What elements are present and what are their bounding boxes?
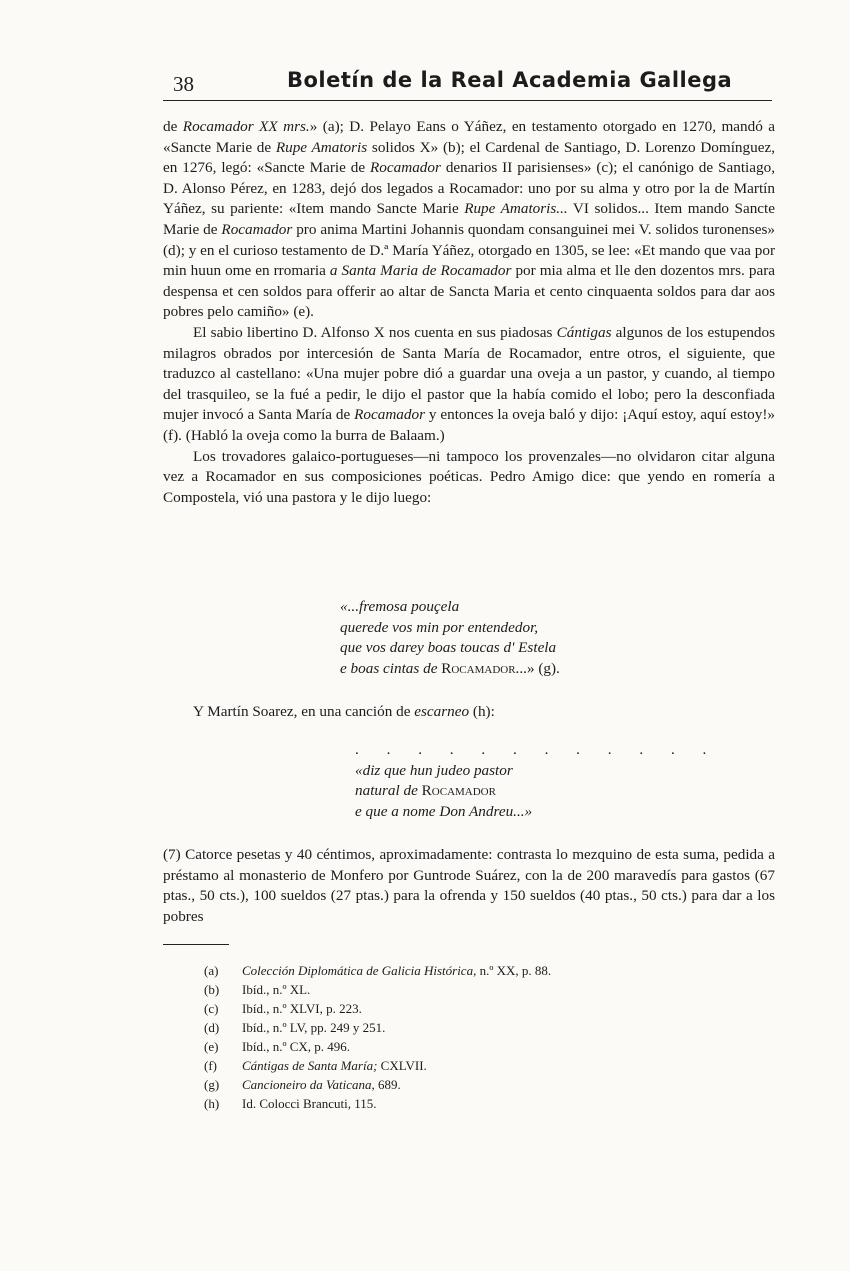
page-number: 38	[173, 72, 194, 96]
verse-martin-soarez	[355, 740, 718, 822]
paragraph-martin-soarez	[193, 703, 495, 721]
footnote-label: (g)	[204, 1077, 220, 1092]
text-run: algunos de los estupendos milagros obrados por intercesión de Santa María de Rocamador, entre otros, el siguiente, que traduzco al castellano: «Una mujer pobre dió a guardar una oveja a un pastor, y cuando, al tiempo del trasquileo, se la fué a pedir, le dijo el pastor que la había comido el lobo; pero la desconfiada mujer invocó a Santa María de	[163, 323, 776, 424]
martin-text: (h):	[469, 703, 495, 720]
text-run: y entonces la oveja baló y dijo: ¡Aquí estoy, aquí estoy!» (f). (Habló la oveja como la burra de Balaam.)	[163, 406, 775, 444]
footnote-title: Cántigas de Santa María;	[242, 1058, 378, 1073]
footnote-item	[204, 1056, 551, 1075]
footnote-text: Ibíd., n.º CX, p. 496.	[242, 1039, 351, 1054]
martin-text: Y Martín Soarez, en una canción de	[193, 703, 415, 720]
text-run: pro anima Martini Johannis quondam consanguinei mei V. solidos turonenses» (d); y en el curioso testamento de D.ª María Yáñez, otorgado en 1305, se lee: «Et mando que vaa por min huun ome en rromaria	[163, 220, 775, 280]
footnote-label: (d)	[204, 1020, 220, 1035]
footnote-text: Ibíd., n.º XLVI, p. 223.	[242, 1001, 362, 1016]
running-title: Boletín de la Real Academia Gallega	[287, 68, 733, 92]
verse-line: «...fremosa pouçela	[340, 598, 460, 615]
footnote-title: Cancioneiro da Vaticana,	[242, 1077, 375, 1092]
footnote-label: (a)	[204, 963, 219, 978]
footnote-divider	[163, 944, 229, 945]
note-7: (7) Catorce pesetas y 40 céntimos, aproximadamente: contrasta lo mezquino de esta suma, pedida a préstamo al monasterio de Monfero por Guntrode Suárez, con la de 200 maravedís para gastos (67 ptas., 50 cts.), 100 sueldos (27 ptas.) para la ofrenda y 150 sueldos (40 ptas., 50 cts.) para dar a los pobres	[163, 846, 775, 925]
italic-run: Rocamador XX mrs.	[182, 118, 310, 135]
paragraph-1	[163, 117, 775, 323]
text-run: » (a); D. Pelayo Eans o Yáñez, en testamento otorgado en 1270, mandó a «Sancte Marie de	[163, 118, 775, 156]
footnote-item	[204, 980, 551, 999]
verse-text: ...» (g).	[515, 659, 560, 677]
footnote-label: (e)	[204, 1039, 219, 1054]
footnotes	[204, 961, 551, 1113]
footnote-label: (f)	[204, 1058, 217, 1073]
paragraph-2	[163, 323, 775, 447]
italic-run: Rocamador	[221, 220, 293, 238]
text-run: denarios II parisienses» (c); el canónigo de Santiago, D. Alonso Pérez, en 1283, dejó dos legados a Rocamador: uno por su alma y otro por la de Martín Yáñez, su pariente: «Item mando Sancte Marie	[163, 159, 775, 218]
verse-pedro-amigo	[340, 597, 560, 679]
ellipsis-dots: . . . . . . . . . . . .	[355, 741, 719, 758]
footnote-text: n.º XX, p. 88.	[476, 963, 552, 978]
page-header	[163, 66, 772, 101]
body-text	[163, 117, 775, 508]
footnote-item	[204, 1094, 551, 1113]
footnote-text: Ibíd., n.º LV, pp. 249 y 251.	[242, 1020, 386, 1035]
italic-run: Rocamador	[354, 406, 425, 424]
verse-place: Rocamador	[421, 782, 496, 800]
text-run: solidos X» (b); el Cardenal de Santiago, D. Lorenzo Domínguez, en 1276, legó: «Sancte Marie de	[163, 138, 775, 177]
text-run: VI solidos... Item mando Sancte Marie de	[163, 200, 776, 238]
italic-run: Rocamador	[370, 159, 441, 177]
italic-run: Cántigas	[556, 323, 612, 341]
footnote-label: (h)	[204, 1096, 220, 1111]
martin-italic: escarneo	[414, 703, 470, 720]
paragraph-3: Los trovadores galaico-portugueses—ni tampoco los provenzales—no olvidaron citar alguna vez a Rocamador en sus composiciones poéticas. Pedro Amigo dice: que yendo en romería a Compostela, vió una pastora y le dijo luego:	[163, 447, 775, 506]
footnote-item	[204, 1075, 551, 1094]
italic-run: Rupe Amatoris	[275, 138, 368, 156]
italic-run: Rupe Amatoris...	[464, 200, 568, 218]
footnote-text: CXLVII.	[377, 1058, 427, 1073]
verse-text: e boas cintas de	[340, 659, 442, 677]
verse-dots	[355, 740, 718, 761]
text-run: El sabio libertino D. Alfonso X nos cuenta en sus piadosas	[193, 323, 557, 341]
verse-line	[355, 781, 718, 802]
footnote-item	[204, 1037, 551, 1056]
verse-place: Rocamador	[441, 659, 516, 677]
footnote-item	[204, 961, 551, 980]
verse-line	[340, 659, 560, 680]
verse-text: natural de	[355, 782, 422, 800]
footnote-text: Id. Colocci Brancuti, 115.	[242, 1096, 377, 1111]
footnote-item	[204, 1018, 551, 1037]
verse-line: que vos darey boas toucas d' Estela	[340, 639, 557, 657]
verse-line: querede vos min por entendedor,	[340, 618, 539, 636]
footnote-text: Ibíd., n.º XL.	[242, 982, 311, 997]
footnote-label: (c)	[204, 1001, 219, 1016]
verse-line: e que a nome Don Andreu...»	[355, 802, 533, 820]
footnote-text: 689.	[374, 1077, 401, 1092]
footnote-title: Colección Diplomática de Galicia Histórica,	[242, 963, 477, 978]
footnote-label: (b)	[204, 982, 220, 997]
text-run: por mia alma et lle den dozentos mrs. para despensa et cen soldos para offerir ao altar de Sancta Maria et cento cinquaenta soldos para dar aos pobres pelo camiño» (e).	[163, 262, 775, 321]
verse-line: «diz que hun judeo pastor	[355, 761, 513, 779]
text-run: de	[163, 118, 183, 135]
italic-run: a Santa Maria de Rocamador	[329, 262, 512, 280]
footnote-item	[204, 999, 551, 1018]
